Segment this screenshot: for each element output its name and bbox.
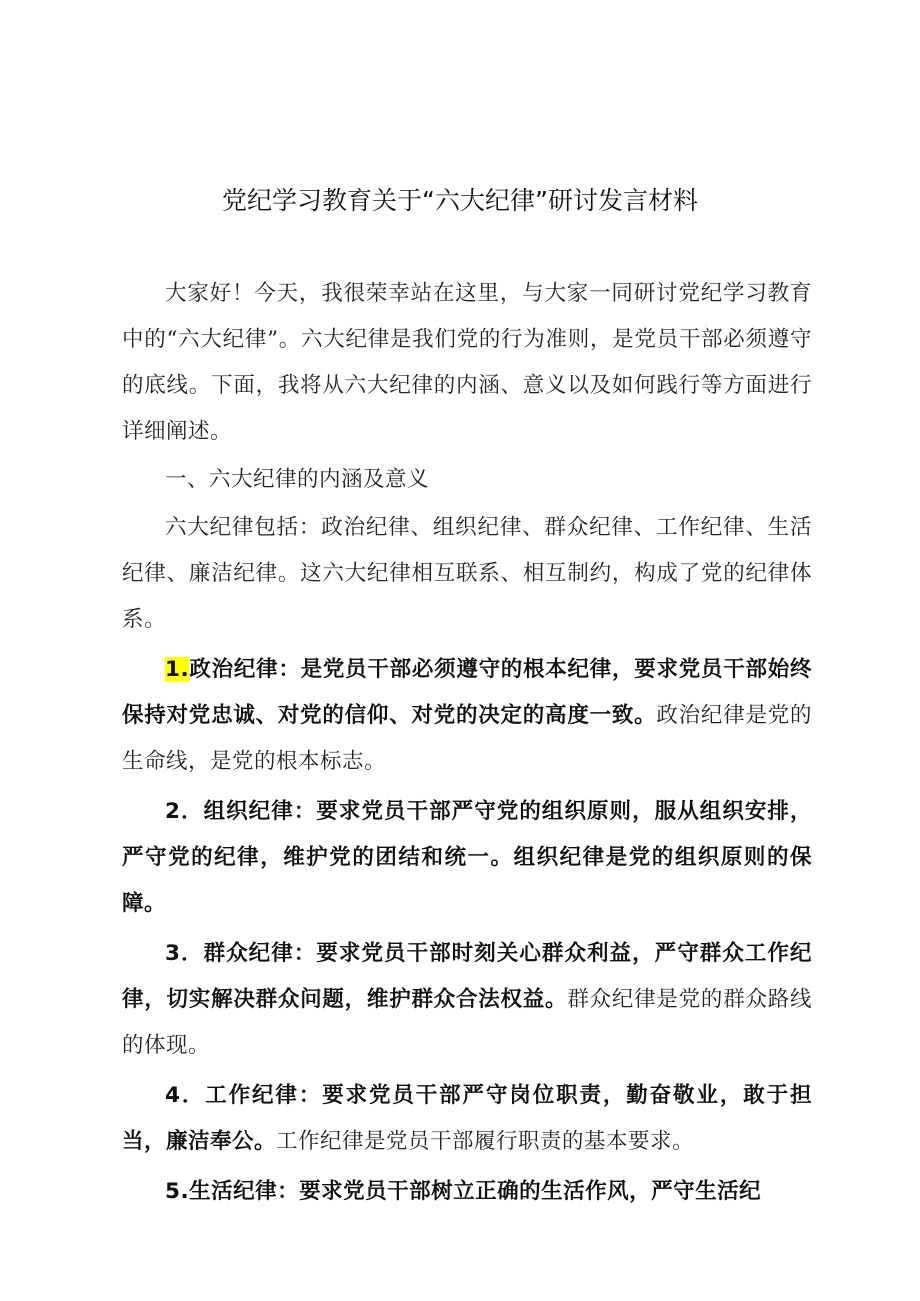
list-item (122, 931, 812, 1069)
item-number: 4． (165, 1083, 206, 1108)
item-number: 5. (165, 1179, 190, 1204)
item-bold-text: 工作纪律：要求党员干部严守岗位职责，勤奋敬业，敢于担当，廉洁奉公。 (122, 1083, 812, 1154)
item-normal-text: 工作纪律是党员干部履行职责的基本要求。 (276, 1129, 695, 1154)
item-bold-text: 政治纪律：是党员干部必须遵守的根本纪律，要求党员干部始终保持对党忠诚、对党的信仰、对党的决定的高度一致。 (122, 657, 812, 728)
item-number-highlight: 1. (165, 657, 190, 682)
list-item (122, 647, 812, 785)
item-normal-text: 政治纪律是党的生命线，是党的根本标志。 (122, 703, 812, 774)
item-bold-text: 组织纪律：要求党员干部严守党的组织原则，服从组织安排，严守党的纪律，维护党的团结和统一。组织纪律是党的组织原则的保障。 (122, 799, 812, 916)
item-number: 3． (165, 941, 204, 966)
list-item (122, 1169, 812, 1215)
list-item (122, 789, 812, 927)
section-heading: 一、六大纪律的内涵及意义 (165, 467, 430, 492)
item-bold-text: 生活纪律：要求党员干部树立正确的生活作风，严守生活纪 (189, 1179, 762, 1204)
intro-paragraph: 大家好！今天，我很荣幸站在这里，与大家一同研讨党纪学习教育中的“六大纪律”。六大纪律是我们党的行为准则，是党员干部必须遵守的底线。下面，我将从六大纪律的内涵、意义以及如何践行等方面进行详细阐述。 (122, 281, 812, 444)
document-title: 党纪学习教育关于“六大纪律”研讨发言材料 (222, 186, 698, 215)
document-body (122, 271, 812, 1215)
item-normal-text: 群众纪律是党的群众路线的体现。 (122, 987, 812, 1058)
item-bold-text: 群众纪律：要求党员干部时刻关心群众利益，严守群众工作纪律，切实解决群众问题，维护群众合法权益。 (122, 941, 812, 1012)
list-item (122, 1073, 812, 1165)
section-summary: 六大纪律包括：政治纪律、组织纪律、群众纪律、工作纪律、生活纪律、廉洁纪律。这六大纪律相互联系、相互制约，构成了党的纪律体系。 (122, 515, 812, 632)
item-number: 2． (165, 799, 204, 824)
